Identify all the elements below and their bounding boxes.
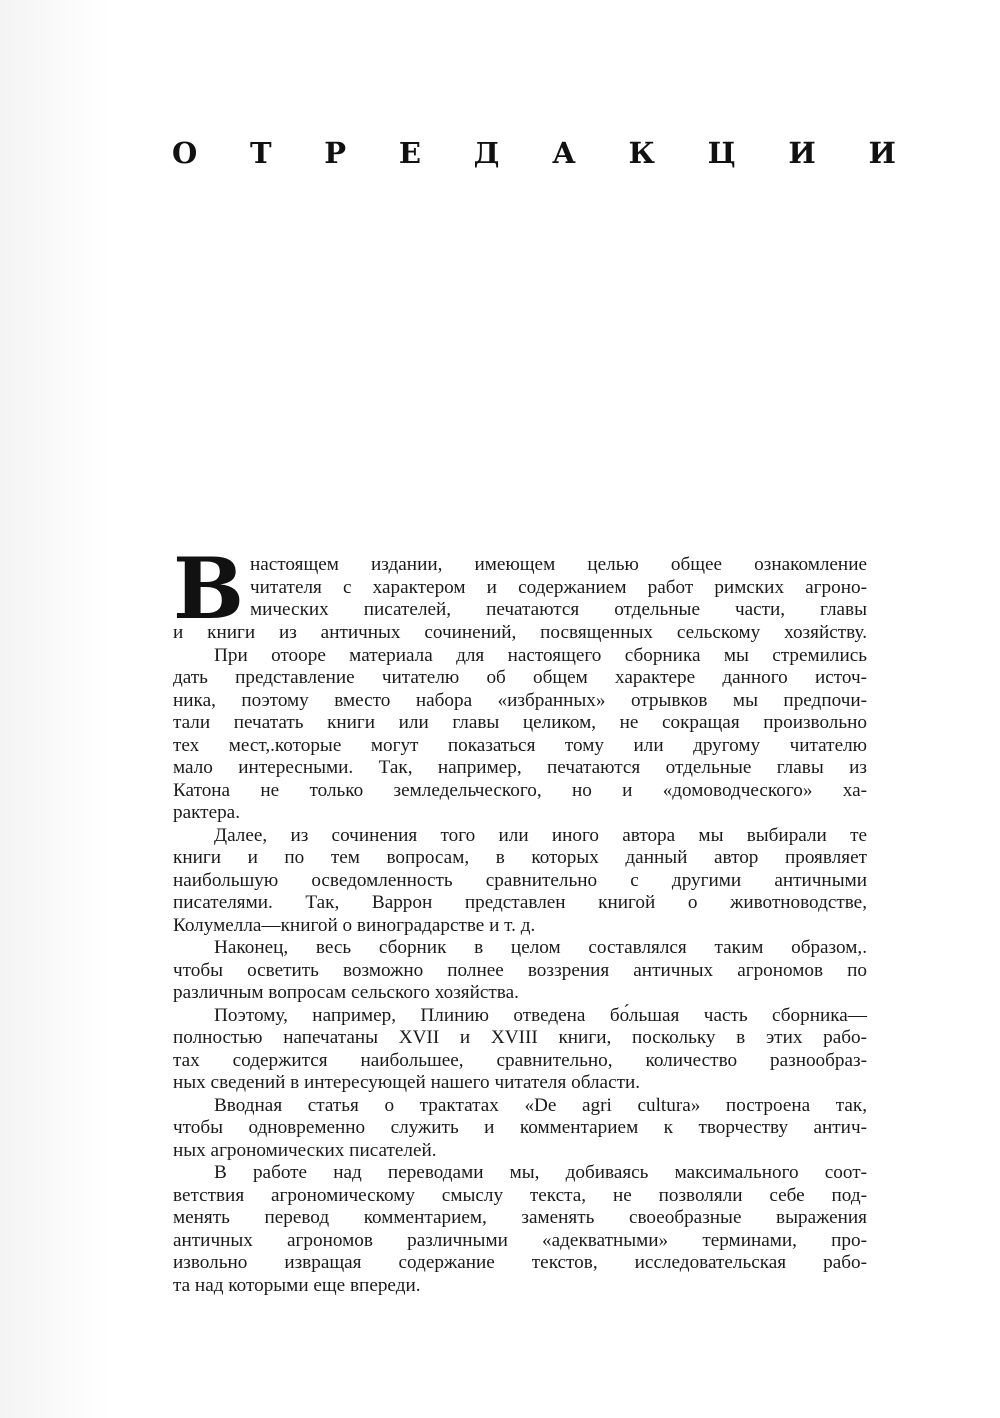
paragraph-translation xyxy=(173,1162,867,1297)
text-line: полностью напечатаны XVII и XVIII книги, поскольку в этих рабо- xyxy=(173,1027,867,1048)
title-letter: И xyxy=(788,136,816,170)
text-line: различным вопросам сельского хозяйства. xyxy=(173,982,519,1003)
text-line: чтобы одновременно служить и комментарием к творчеству антич- xyxy=(173,1117,867,1138)
paragraph-composition xyxy=(173,937,867,1005)
body-text xyxy=(173,539,867,1297)
text-line: Катона не только земледельческого, но и «домоводческого» ха- xyxy=(173,779,867,801)
page-title xyxy=(172,136,896,170)
text-line: В работе над переводами мы, добиваясь максимального соот- xyxy=(214,1162,867,1183)
text-line: Наконец, весь сборник в целом составлялся таким образом,. xyxy=(214,937,867,958)
paragraph-selection xyxy=(173,645,867,825)
title-letter: Р xyxy=(324,136,347,170)
text-line: ветствия агрономическому смыслу текста, не позволяли себе под- xyxy=(173,1184,867,1206)
paragraph-pliny xyxy=(173,1005,867,1095)
text-line: читателя с характером и содержанием работ римских агроно- xyxy=(250,576,867,598)
text-line: Вводная статья о трактатах «De agri cultura» построена так, xyxy=(214,1094,867,1116)
text-line: ных агрономических писателей. xyxy=(173,1139,437,1161)
text-line: писателями. Так, Варрон представлен книгой о животноводстве, xyxy=(173,892,867,913)
text-line: Поэтому, например, Плинию отведена бо́льшая часть сборника— xyxy=(214,1004,867,1026)
text-line: та над которыми еще впереди. xyxy=(173,1274,421,1296)
paragraph-introduction xyxy=(173,1095,867,1163)
title-letter: О xyxy=(172,136,198,170)
text-line: мических писателей, печатаются отдельные части, главы xyxy=(250,599,867,620)
text-line: античных агрономов различными «адекватными» терминами, про- xyxy=(173,1229,867,1251)
text-line: книги и по тем вопросам, в которых данный автор проявляет xyxy=(173,847,867,868)
text-line: настоящем издании, имеющем целью общее ознакомление xyxy=(250,554,867,575)
text-line: наибольшую осведомленность сравнительно с другими античными xyxy=(173,869,867,891)
text-line: тали печатать книги или главы целиком, не сокращая произвольно xyxy=(173,712,867,733)
title-letter: Е xyxy=(398,136,421,170)
intro-paragraph xyxy=(173,539,867,645)
title-letter: К xyxy=(628,136,655,170)
text-line: менять перевод комментарием, заменять своеобразные выражения xyxy=(173,1207,867,1228)
paragraph-authors xyxy=(173,825,867,938)
title-letter: И xyxy=(868,136,896,170)
text-line: рактера. xyxy=(173,802,240,823)
text-line: чтобы осветить возможно полнее воззрения античных агрономов по xyxy=(173,959,867,981)
text-line: При отооре материала для настоящего сборника мы стремились xyxy=(214,644,867,666)
title-letter: Т xyxy=(249,136,272,170)
text-line: мало интересными. Так, например, печатаются отдельные главы из xyxy=(173,757,867,778)
title-letter: Ц xyxy=(707,136,736,170)
text-line: тех мест,.которые могут показаться тому или другому читателю xyxy=(173,734,867,756)
text-line: ных сведений в интересующей нашего читателя области. xyxy=(173,1072,641,1093)
text-line: дать представление читателю об общем характере данного источ- xyxy=(173,667,867,688)
text-line: Колумелла—книгой о виноградарстве и т. д. xyxy=(173,914,536,936)
dropcap: В xyxy=(173,539,244,638)
text-line: и книги из античных сочинений, посвященных сельскому хозяйству. xyxy=(173,622,867,643)
text-line: извольно извращая содержание текстов, исследовательская рабо- xyxy=(173,1252,867,1273)
title-letter: А xyxy=(552,136,576,170)
text-line: тах содержится наибольшее, сравнительно, количество разнообраз- xyxy=(173,1049,867,1071)
text-line: Далее, из сочинения того или иного автора мы выбирали те xyxy=(214,824,867,846)
text-line: ника, поэтому вместо набора «избранных» отрывков мы предпочи- xyxy=(173,689,867,711)
title-letter: Д xyxy=(473,136,500,170)
